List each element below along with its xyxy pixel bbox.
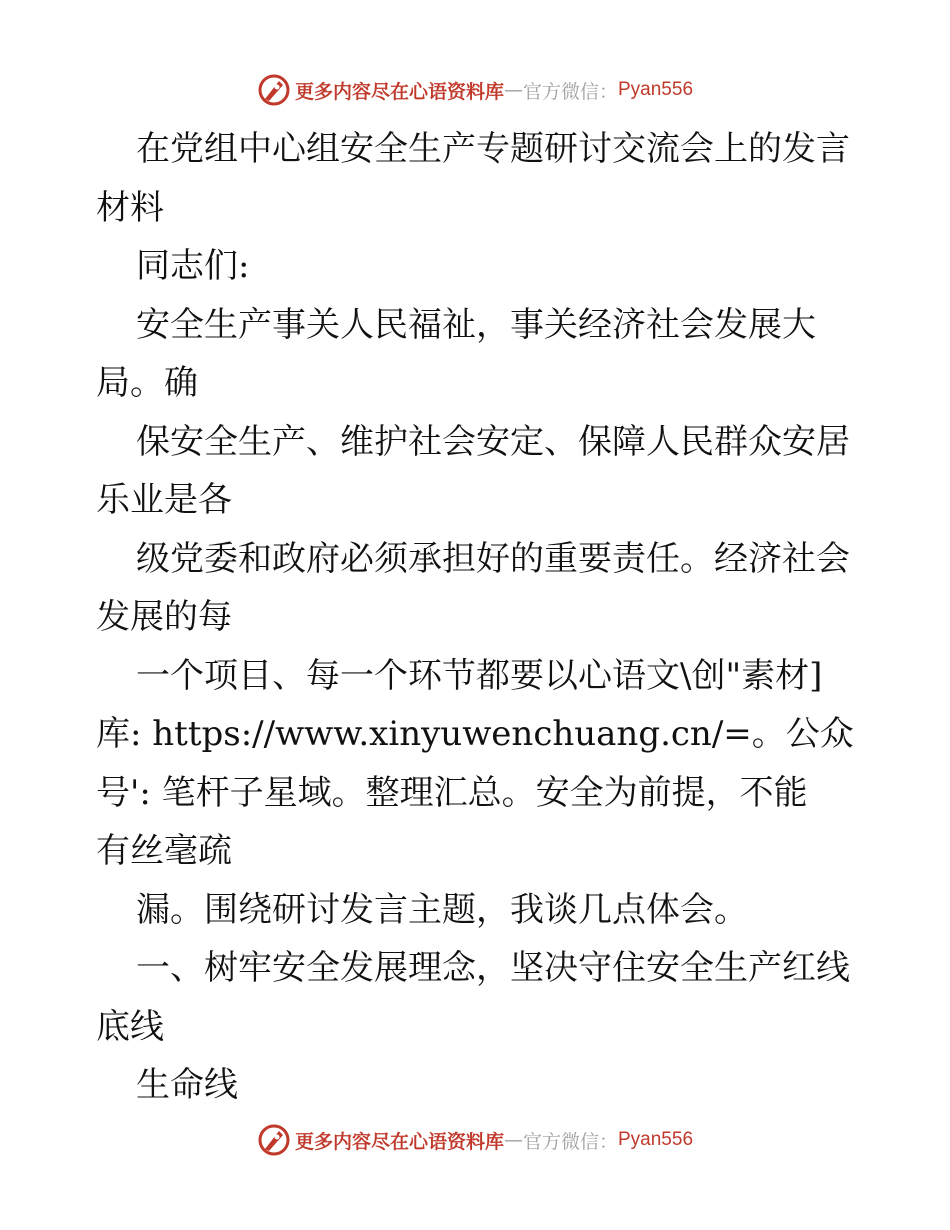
doc-line: 局。确 [96,363,198,403]
doc-line: 生命线 [136,1065,238,1105]
banner-dash: — [503,79,523,101]
document-body [96,120,856,1115]
pen-nib-logo-icon [257,73,291,107]
banner-main-text: 更多内容尽在心语资料库 [294,80,504,103]
doc-line: 发展的每 [96,597,232,637]
doc-section-heading: 一、树牢安全发展理念，坚决守住安全生产红线 [136,948,850,988]
doc-line-url: 库: https://www.xinyuwenchuang.cn/=。公众 [96,714,854,754]
banner-wechat-id: Pyan556 [618,79,694,100]
doc-line: 级党委和政府必须承担好的重要责任。经济社会 [136,538,850,579]
header-banner [0,70,950,110]
doc-salutation: 同志们: [136,246,250,286]
doc-line: 号': 笔杆子星域。整理汇总。安全为前提，不能 [96,772,808,813]
banner-sub-text: 官方微信： [522,1130,618,1153]
doc-line: 保安全生产、维护社会安定、保障人民群众安居 [136,421,850,462]
banner-dash: — [503,1129,523,1151]
banner-main-text: 更多内容尽在心语资料库 [294,1130,504,1153]
banner-wechat-id: Pyan556 [618,1129,694,1150]
doc-line: 一个项目、每一个环节都要以心语文\创"素材] [136,655,823,696]
doc-line: 有丝毫疏 [96,831,232,871]
doc-line: 底线 [96,1006,164,1047]
doc-line: 安全生产事关人民福祉，事关经济社会发展大 [136,304,816,345]
doc-title-line-1: 在党组中心组安全生产专题研讨交流会上的发言 [136,129,850,169]
footer-banner [0,1120,950,1160]
doc-title-line-2: 材料 [96,187,164,228]
pen-nib-logo-icon [257,1123,291,1157]
doc-line: 漏。围绕研讨发言主题，我谈几点体会。 [136,889,748,930]
doc-line: 乐业是各 [96,480,232,520]
banner-sub-text: 官方微信： [522,80,618,103]
